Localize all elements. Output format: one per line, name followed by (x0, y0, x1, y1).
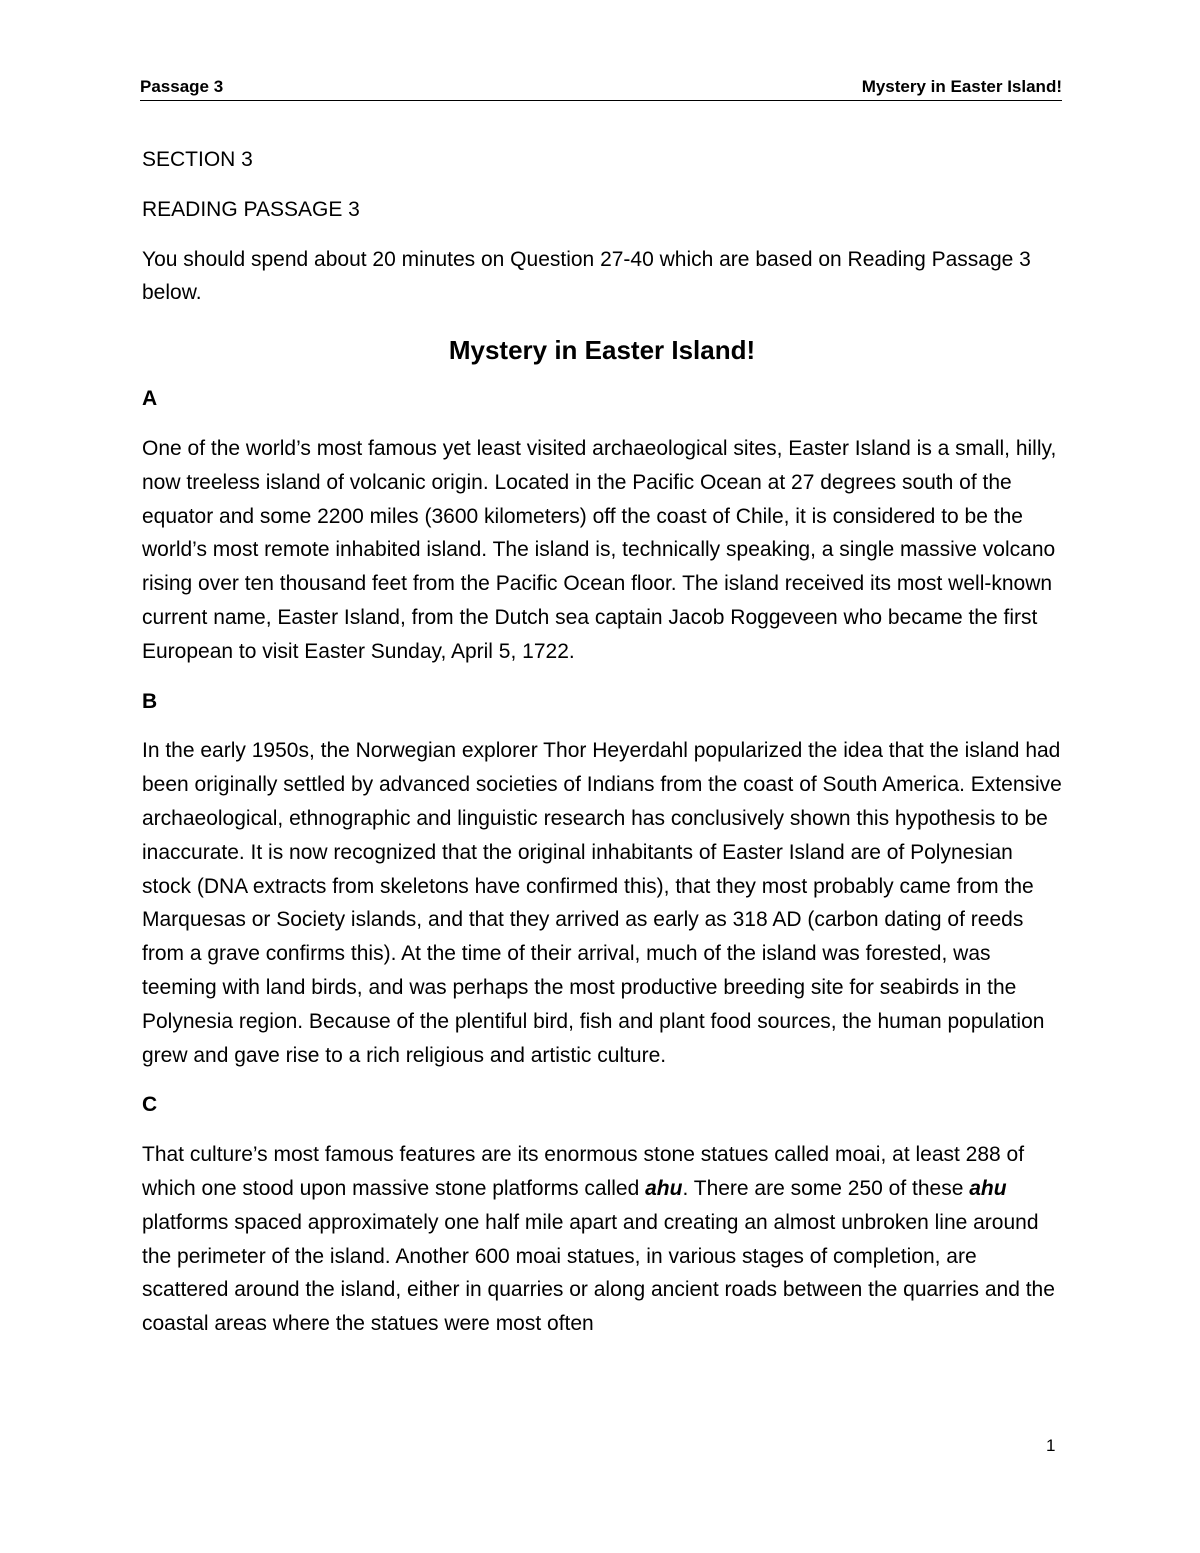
section-label: SECTION 3 (142, 148, 253, 171)
ahu-term: ahu (969, 1176, 1007, 1200)
paragraph-letter-b: B (142, 689, 158, 713)
instructions-text: You should spend about 20 minutes on Question 27-40 which are based on Reading Passage 3 below. (142, 247, 1031, 305)
header-passage-label: Passage 3 (140, 77, 224, 96)
paragraph-c-text-part: platforms spaced approximately one half mile apart and creating an almost unbroken line around the perimeter of the island. Another 600 moai statues, in various stages of completion, are scattered around the island, either in quarries or along ancient roads between the quarries and the coastal areas where the statues were most often (142, 1210, 1055, 1336)
paragraph-letter-a: A (142, 387, 158, 411)
page-number: 1 (1046, 1436, 1056, 1455)
paragraph-c-text-part: . There are some 250 of these (682, 1176, 970, 1200)
paragraph-c-text (142, 1138, 1062, 1341)
header-document-title: Mystery in Easter Island! (861, 77, 1062, 96)
document-body (142, 143, 1062, 1357)
paragraph-c-text-part: That culture’s most famous features are its enormous stone statues called moai, at least 288 of which one stood upon massive stone platforms called (142, 1143, 1025, 1200)
reading-passage-label: READING PASSAGE 3 (142, 197, 360, 221)
paragraph-letter-c: C (142, 1093, 158, 1117)
passage-title: Mystery in Easter Island! (448, 335, 756, 366)
page-header (140, 74, 1062, 101)
paragraph-b-text: In the early 1950s, the Norwegian explorer Thor Heyerdahl popularized the idea that the island had been originally settled by advanced societies of Indians from the coast of South America. Extensive archaeological, ethnographic and linguistic research has conclusively shown this hypothesis to be inaccurate. It is now recognized that the original inhabitants of Easter Island are of Polynesian stock (DNA extracts from skeletons have confirmed this), that they most probably came from the Marquesas or Society islands, and that they arrived as early as 318 AD (carbon dating of reeds from a grave confirms this). At the time of their arrival, much of the island was forested, was teeming with land birds, and was perhaps the most productive breeding site for seabirds in the Polynesia region. Because of the plentiful bird, fish and plant food sources, the human population grew and gave rise to a rich religious and artistic culture. (142, 739, 1062, 1067)
ahu-term: ahu (645, 1176, 683, 1200)
paragraph-a-text: One of the world’s most famous yet least visited archaeological sites, Easter Island is a small, hilly, now treeless island of volcanic origin. Located in the Pacific Ocean at 27 degrees south of the equator and some 2200 miles (3600 kilometers) off the coast of Chile, it is considered to be the world’s most remote inhabited island. The island is, technically speaking, a single massive volcano rising over ten thousand feet from the Pacific Ocean floor. The island received its most well-known current name, Easter Island, from the Dutch sea captain Jacob Roggeveen who became the first European to visit Easter Sunday, April 5, 1722. (142, 436, 1057, 663)
